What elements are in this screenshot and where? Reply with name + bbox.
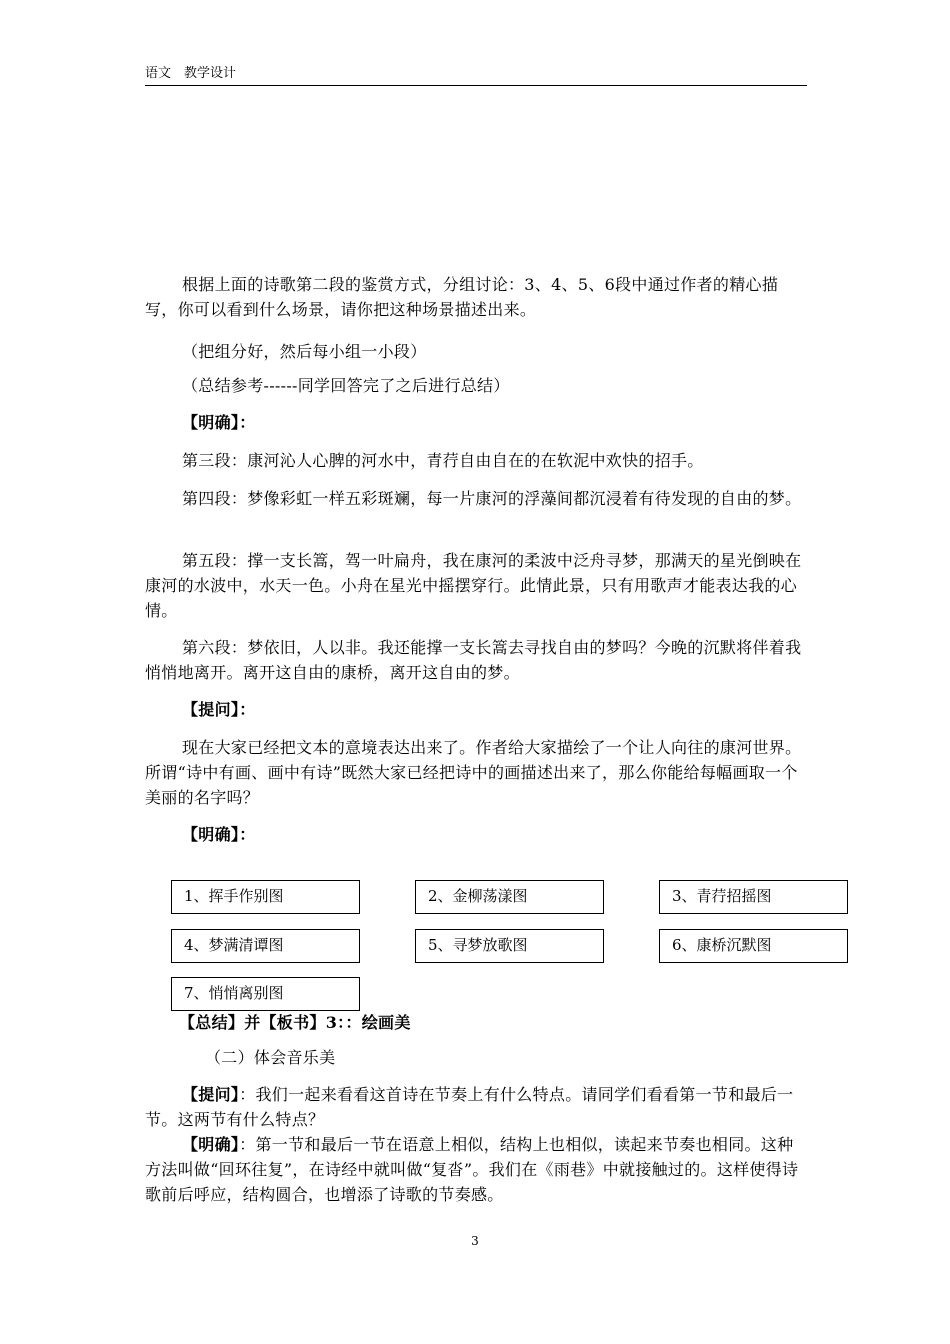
page-header: 语文 教学设计 — [145, 66, 807, 86]
picture-name-box: 6、康桥沉默图 — [659, 929, 848, 963]
paragraph-fourth: 第四段：梦像彩虹一样五彩斑斓，每一片康河的浮藻间都沉浸着有待发现的自由的梦。 — [182, 489, 802, 508]
picture-name-box: 1、挥手作别图 — [171, 880, 360, 914]
question-paragraph: 现在大家已经把文本的意境表达出来了。作者给大家描绘了一个让人向往的康河世界。所谓“诗中有画、画中有诗”既然大家已经把诗中的画描述出来了，那么你能给每幅画取一个美丽的名字吗？ — [145, 738, 802, 807]
summary-note: （总结参考------同学回答完了之后进行总结） — [182, 376, 510, 395]
tiwen-heading-1: 【提问】： — [182, 700, 256, 719]
mingque-heading-1: 【明确】： — [182, 413, 256, 432]
tiwen-paragraph-2 — [145, 1082, 807, 1132]
picture-name-box: 7、悄悄离别图 — [171, 977, 360, 1011]
paragraph-fifth: 第五段：撑一支长篙，驾一叶扁舟，我在康河的柔波中泛舟寻梦，那满天的星光倒映在康河的水波中，水天一色。小舟在星光中摇摆穿行。此情此景，只有用歌声才能表达我的心情。 — [145, 551, 802, 620]
page-number: 3 — [471, 1234, 479, 1248]
paragraph-sixth: 第六段：梦依旧，人以非。我还能撑一支长篙去寻找自由的梦吗？今晚的沉默将伴着我悄悄地离开。离开这自由的康桥，离开这自由的梦。 — [145, 638, 802, 682]
mingque-label: 【明确】 — [182, 1135, 240, 1154]
mingque-heading-2: 【明确】： — [182, 825, 256, 844]
section-heading-music: （二）体会音乐美 — [205, 1048, 336, 1067]
summary-board-line: 【总结】并【板书】3：：绘画美 — [179, 1013, 411, 1032]
group-note: （把组分好，然后每小组一小段） — [182, 342, 427, 361]
mingque-text: ：第一节和最后一节在语意上相似，结构上也相似，读起来节奏也相同。这种方法叫做“回环往复”，在诗经中就叫做“复沓”。我们在《雨巷》中就接触过的。这样使得诗歌前后呼应，结构圆合，也增添了诗歌的节奏感。 — [145, 1135, 799, 1204]
picture-name-box: 5、寻梦放歌图 — [415, 929, 604, 963]
picture-name-box: 4、梦满清谭图 — [171, 929, 360, 963]
tiwen-text: ：我们一起来看看这首诗在节奏上有什么特点。请同学们看看第一节和最后一节。这两节有什么特点？ — [145, 1085, 794, 1129]
mingque-paragraph-3 — [145, 1132, 807, 1207]
paragraph-third: 第三段：康河沁人心脾的河水中，青荇自由自在的在软泥中欢快的招手。 — [182, 451, 704, 470]
tiwen-label: 【提问】 — [182, 1085, 240, 1104]
intro-paragraph: 根据上面的诗歌第二段的鉴赏方式，分组讨论：3、4、5、6段中通过作者的精心描写，你可以看到什么场景，请你把这种场景描述出来。 — [145, 275, 779, 319]
picture-name-box: 3、青荇招摇图 — [659, 880, 848, 914]
picture-name-box: 2、金柳荡漾图 — [415, 880, 604, 914]
